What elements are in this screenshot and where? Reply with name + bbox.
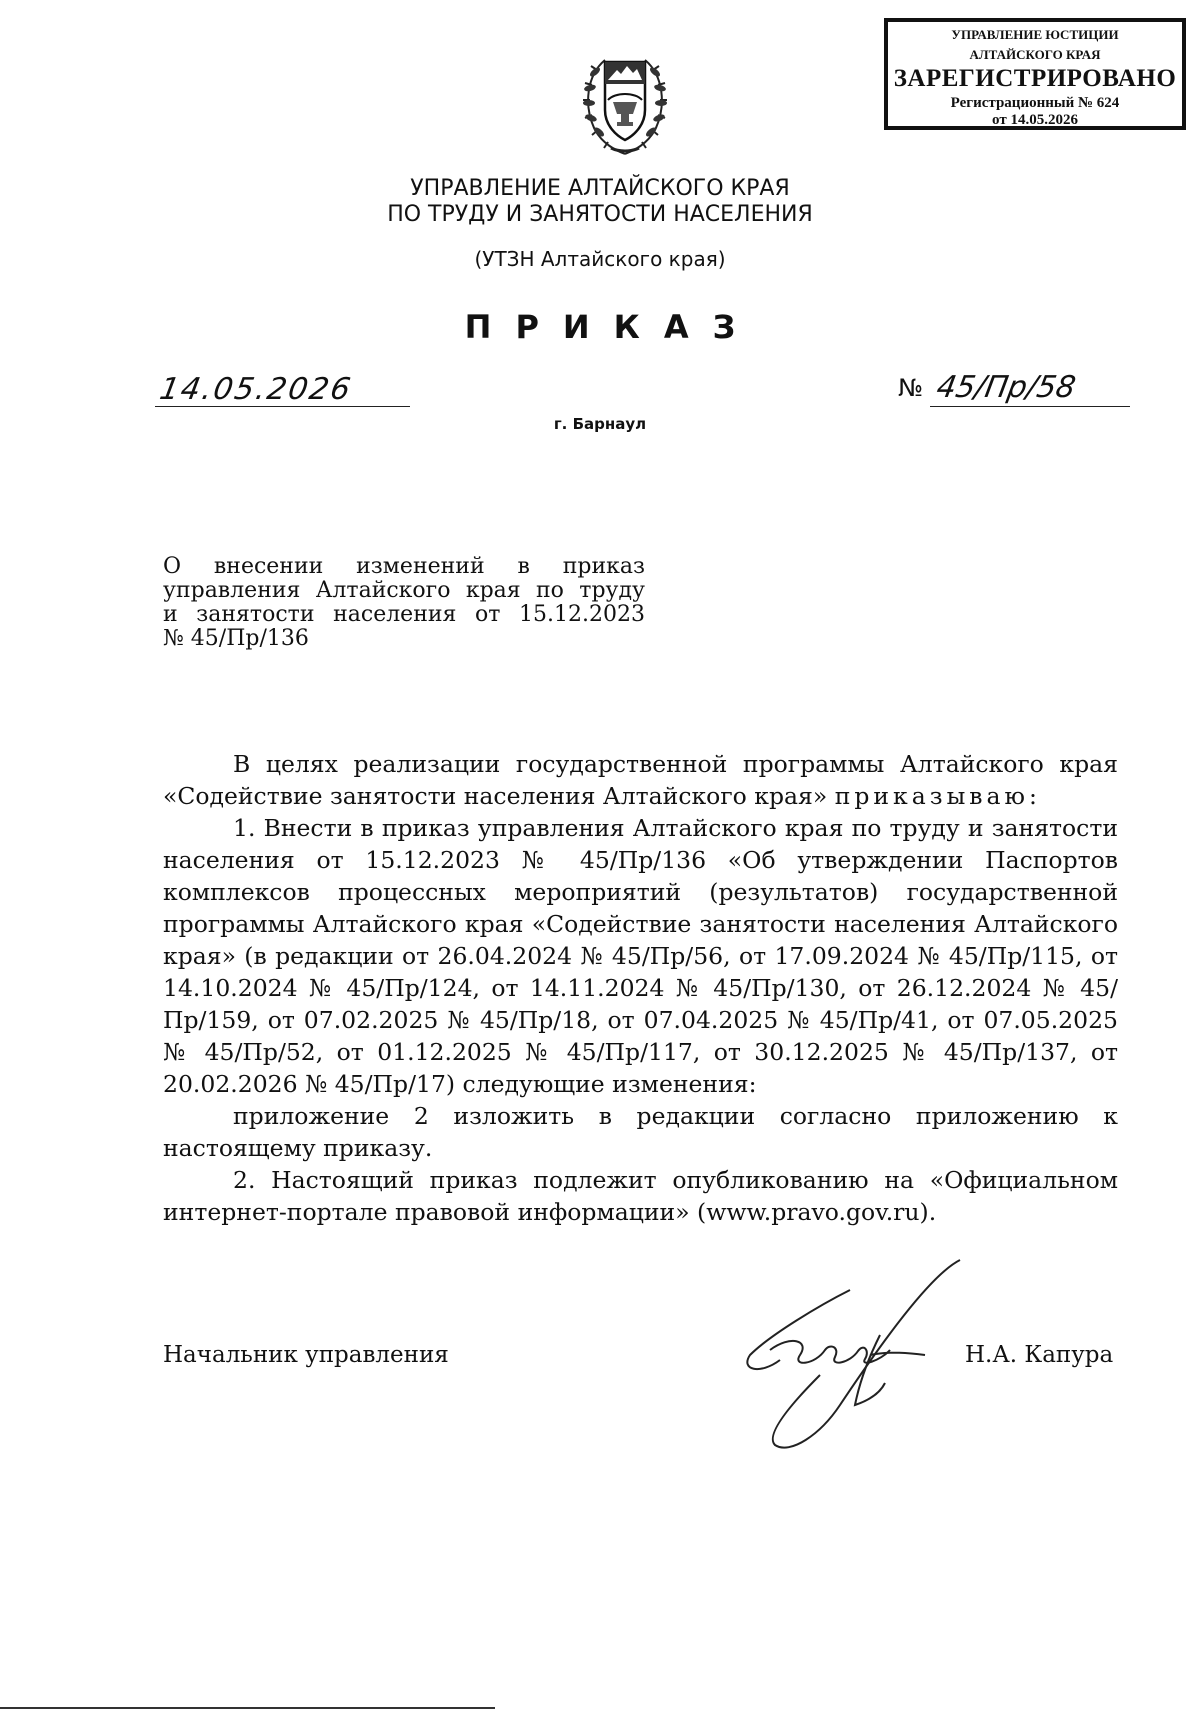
number-label: № xyxy=(898,374,923,402)
org-name-line-1: УПРАВЛЕНИЕ АЛТАЙСКОГО КРАЯ xyxy=(410,176,790,201)
body-paragraph-2: 1. Внести в приказ управления Алтайского края по труду и занятости населения от 15.12.2023 № 45/Пр/136 «Об утверждении Паспортов комплексов процессных мероприятий (результатов) государственной программы Алтайского края «Содействие занятости населения Алтайского края» (в редакции от 26.04.2024 № 45/Пр/56, от 17.09.2024 № 45/Пр/115, от 14.10.2024 № 45/Пр/124, от 14.11.2024 № 45/Пр/130, от 26.12.2024 № 45/Пр/159, от 07.02.2025 № 45/Пр/18, от 07.04.2025 № 45/Пр/41, от 07.05.2025 № 45/Пр/52, от 01.12.2025 № 45/Пр/117, от 30.12.2025 № 45/Пр/137, от 20.02.2026 № 45/Пр/17) следующие изменения: xyxy=(163,814,1118,1098)
stamp-line-1: УПРАВЛЕНИЕ ЮСТИЦИИ xyxy=(951,27,1119,42)
signatory-title: Начальник управления xyxy=(163,1342,449,1368)
handwritten-signature-icon xyxy=(730,1255,970,1455)
stamp-reg-date: от 14.05.2026 xyxy=(992,112,1078,128)
document-body xyxy=(163,748,1118,1228)
coat-of-arms-icon xyxy=(575,40,675,158)
org-abbreviation: (УТЗН Алтайского края) xyxy=(474,247,726,271)
stamp-status: ЗАРЕГИСТРИРОВАНО xyxy=(893,65,1177,92)
date-underline xyxy=(155,406,410,407)
stamp-reg-number: Регистрационный № 624 xyxy=(950,95,1120,111)
document-type: ПРИКАЗ xyxy=(464,308,760,346)
document-city: г. Барнаул xyxy=(553,415,647,433)
body-paragraph-3: приложение 2 изложить в редакции согласно приложению к настоящему приказу. xyxy=(163,1102,1118,1162)
footer-rule xyxy=(0,1707,495,1709)
body-paragraph-4: 2. Настоящий приказ подлежит опубликованию на «Официальном интернет-портале правовой информации» (www.pravo.gov.ru). xyxy=(163,1166,1118,1226)
subject-line-1: О внесении изменений в приказ xyxy=(163,554,645,579)
body-paragraph-1 xyxy=(163,748,1118,812)
subject-line-3: и занятости населения от 15.12.2023 xyxy=(163,602,645,627)
order-word: приказываю: xyxy=(834,782,1041,810)
body-paragraph-1-text: В целях реализации государственной программы Алтайского края «Содействие занятости населения Алтайского края» xyxy=(163,750,1118,810)
subject-line-2: управления Алтайского края по труду xyxy=(163,578,645,603)
org-name-line-2: ПО ТРУДУ И ЗАНЯТОСТИ НАСЕЛЕНИЯ xyxy=(387,202,813,227)
signatory-name: Н.А. Капура xyxy=(965,1342,1114,1368)
registration-stamp xyxy=(884,18,1186,130)
stamp-line-2: АЛТАЙСКОГО КРАЯ xyxy=(969,47,1101,62)
document-subject xyxy=(163,555,645,651)
document-date: 14.05.2026 xyxy=(156,372,355,407)
subject-line-4: № 45/Пр/136 xyxy=(163,626,309,651)
document-number: 45/Пр/58 xyxy=(933,370,1079,405)
number-underline xyxy=(930,406,1130,407)
